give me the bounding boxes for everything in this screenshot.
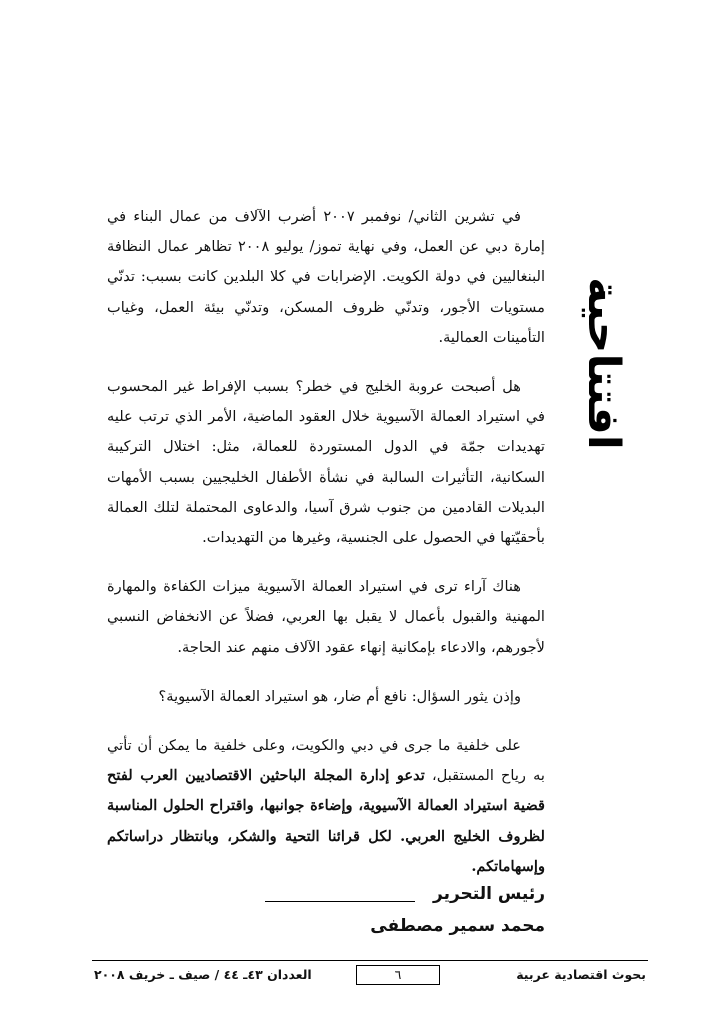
footer-issue-info: العددان ٤٣ـ ٤٤ / صيف ـ خريف ٢٠٠٨ bbox=[94, 967, 312, 982]
paragraph-opinions: هناك آراء ترى في استيراد العمالة الآسيوية ميزات الكفاءة والمهارة المهنية والقبول بأعمال لا يقبل بها العربي، فضلاً عن الانخفاض النسبي لأجورهم، والادعاء بإمكانية إنهاء عقود الآلاف منهم عند الحاجة. bbox=[107, 578, 545, 656]
page-number: ٦ bbox=[356, 965, 440, 985]
paragraph-question: وإذن يثور السؤال: نافع أم ضار، هو استيراد العمالة الآسيوية؟ bbox=[158, 687, 521, 705]
paragraph-closing bbox=[107, 731, 545, 882]
editorial-body bbox=[107, 202, 545, 901]
section-heading-text: افتتاحية bbox=[577, 276, 629, 450]
footer-divider bbox=[92, 960, 648, 961]
signature-role: رئيس التحرير bbox=[433, 884, 545, 904]
paragraph-gulf-identity: هل أصبحت عروبة الخليج في خطر؟ بسبب الإفراط غير المحسوب في استيراد العمالة الآسيوية خلال العقود الماضية، الأمر الذي ترتب عليه تهديدات جمّة في الدول المستوردة للعمالة، مثل: اختلال التركيبة السكانية، التأثيرات السالبة في نشأة الأطفال الخليجيين بسبب الأمهات البديلات القادمين من جنوب شرق آسيا، والدعاوى المحتملة لتلك العمالة بأحقيّتها في الحصول على الجنسية، وغيرها من التهديدات. bbox=[107, 378, 545, 547]
section-heading bbox=[578, 178, 628, 548]
signature-name: محمد سمير مصطفى bbox=[370, 916, 545, 936]
closing-call-text: تدعو إدارة المجلة الباحثين الاقتصاديين العرب لفتح قضية استيراد العمالة الآسيوية، وإضاءة جوانبها، واقتراح الحلول المناسبة لظروف الخليج العربي. لكل قرائنا التحية والشكر، وبانتظار دراساتكم وإسهاماتكم. bbox=[107, 767, 545, 875]
footer-journal-name: بحوث اقتصادية عربية bbox=[516, 967, 646, 982]
signature-divider bbox=[265, 901, 415, 902]
paragraph-strikes: في تشرين الثاني/ نوفمبر ٢٠٠٧ أضرب الآلاف من عمال البناء في إمارة دبي عن العمل، وفي نهاية تموز/ يوليو ٢٠٠٨ تظاهر عمال النظافة البنغاليين في دولة الكويت. الإضرابات في كلا البلدين كانت بسبب: تدنّي مستويات الأجور، وتدنّي ظروف المسكن، وتدنّي بيئة العمل، وغياب التأمينات العمالية. bbox=[107, 208, 545, 346]
signature-role-row bbox=[107, 878, 545, 910]
closing-text: على خلفية ما جرى في دبي والكويت، وعلى خلفية ما يمكن أن تأتي به رياح المستقبل، bbox=[107, 737, 545, 785]
page-footer bbox=[92, 964, 648, 988]
signature-block bbox=[107, 878, 545, 942]
